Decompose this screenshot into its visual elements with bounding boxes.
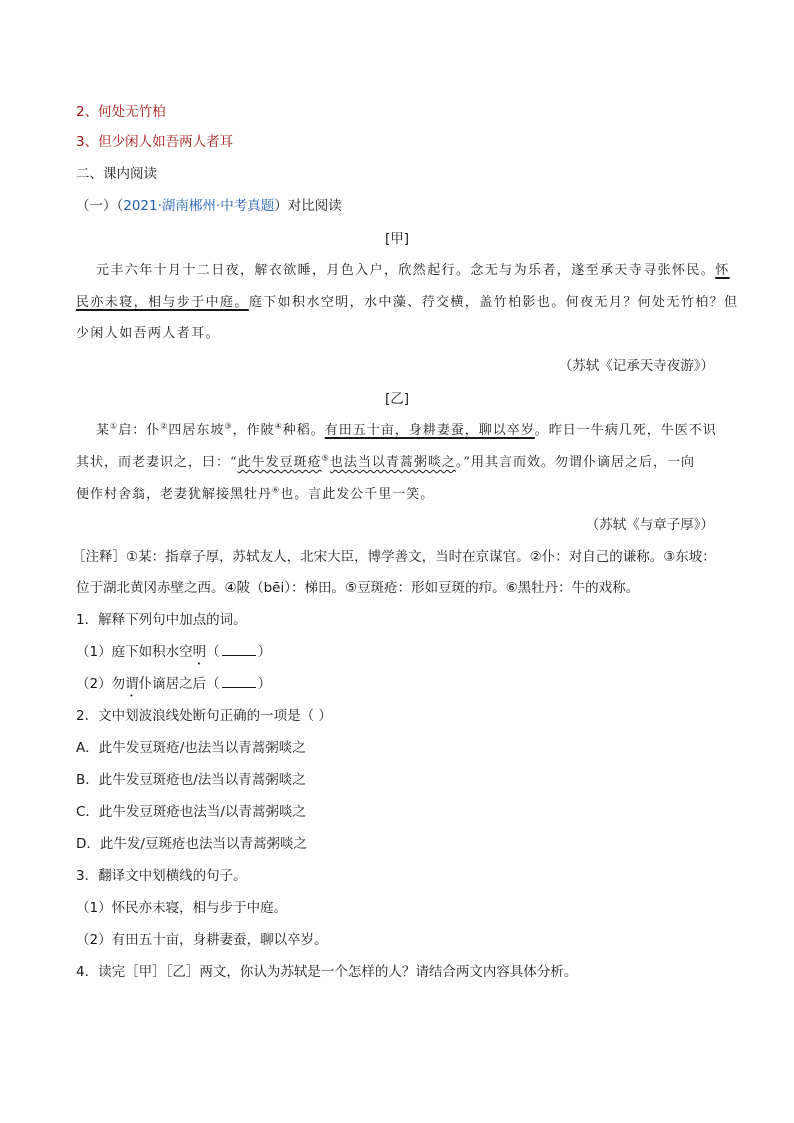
text-yi-segment: 四居东坡 xyxy=(168,423,225,438)
text-yi-segment: 。昨日一牛病几死，牛医不识 xyxy=(534,423,717,438)
answer-item-2: 2、何处无竹柏 xyxy=(76,104,166,120)
text-jia-line-1-plain: 元丰六年十月十二日夜，解衣欲睡，月色入户，欣然起行。念无与为乐者，遂至承天寺寻张怀民。 xyxy=(96,263,716,278)
text-yi-segment: ，作陂 xyxy=(232,423,275,438)
option-c[interactable]: C．此牛发豆斑疮也法当/以青蒿粥啖之 xyxy=(76,804,306,820)
underlined-sentence-jia-end: 民亦未寝，相与步于中庭。 xyxy=(76,295,249,310)
note-ref-1: ① xyxy=(110,421,119,431)
note-ref-5: ⑤ xyxy=(321,453,330,463)
text-jia-line-2-plain: 庭下如积水空明，水中藻、荇交横，盖竹柏影也。何夜无月？何处无竹柏？但 xyxy=(248,295,739,310)
question-3-part-2: （2）有田五十亩，身耕妻蚕，聊以卒岁。 xyxy=(76,932,328,948)
note-ref-2: ② xyxy=(160,421,169,431)
dotted-word: 明 xyxy=(192,644,207,660)
answer-item-3: 3、但少闲人如吾两人者耳 xyxy=(76,134,234,150)
bracket: （ xyxy=(206,644,220,660)
text-yi-label: [乙] xyxy=(384,391,410,407)
text-yi-line-2 xyxy=(76,453,695,473)
part-one-prefix: （一）（ xyxy=(76,198,124,214)
text-yi-segment: 便作村舍翁，老妻犹解接黑牡丹 xyxy=(76,487,273,502)
underlined-sentence-yi: 有田五十亩，身耕妻蚕，聊以卒岁 xyxy=(324,423,535,438)
answer-blank[interactable] xyxy=(222,642,256,656)
notes-line-1: ［注释］①某：指章子厚，苏轼友人，北宋大臣，博学善文，当时在京谋官。②仆：对自己的谦称。③东坡： xyxy=(72,549,716,565)
note-ref-3: ③ xyxy=(224,421,233,431)
question-1: 1．解释下列句中加点的词。 xyxy=(76,612,247,628)
question-4: 4．读完［甲］［乙］两文，你认为苏轼是一个怎样的人？请结合两文内容具体分析。 xyxy=(76,964,578,980)
option-a[interactable]: A．此牛发豆斑疮/也法当以青蒿粥啖之 xyxy=(76,740,306,756)
part-one-suffix: ）对比阅读 xyxy=(274,198,342,214)
source-link[interactable]: 2021·湖南郴州·中考真题 xyxy=(123,198,275,214)
text-jia-attribution: （苏轼《记承天寺夜游》） xyxy=(558,358,714,374)
question-text: （1）庭下如积水空 xyxy=(76,644,193,660)
text-jia-line-1 xyxy=(96,261,730,281)
option-d[interactable]: D．此牛发/豆斑疮也法当以青蒿粥啖之 xyxy=(76,836,307,852)
bracket: ） xyxy=(257,644,272,660)
text-yi-segment: 启：仆 xyxy=(118,423,161,438)
text-yi-segment: 。”用其言而效。勿谓仆谪居之后，一向 xyxy=(455,455,696,470)
question-1-part-1 xyxy=(76,642,271,668)
question-text: （2）勿 xyxy=(76,676,126,692)
text-yi-segment: 种稻。 xyxy=(282,423,325,438)
question-2: 2．文中划波浪线处断句正确的一项是（ ） xyxy=(76,708,332,724)
text-yi-line-1 xyxy=(96,421,717,441)
text-yi-line-3 xyxy=(76,485,434,505)
wavy-sentence-part-1: 此牛发豆斑疮 xyxy=(237,455,322,470)
text-yi-attribution: （苏轼《与章子厚》） xyxy=(585,517,714,533)
question-3: 3．翻译文中划横线的句子。 xyxy=(76,868,247,884)
bracket: ） xyxy=(257,676,272,692)
text-yi-segment: 也。言此发公千里一笑。 xyxy=(280,487,435,502)
part-one-heading xyxy=(76,196,342,216)
section-heading: 二、课内阅读 xyxy=(76,166,157,182)
wavy-sentence-part-2: 也法当以青蒿粥啖之 xyxy=(329,455,456,470)
underlined-sentence-jia-start: 怀 xyxy=(715,263,730,278)
text-jia-line-3: 少闲人如吾两人者耳。 xyxy=(76,326,221,341)
dotted-word: 谓 xyxy=(125,676,139,692)
note-ref-6: ⑥ xyxy=(272,485,281,495)
option-b[interactable]: B．此牛发豆斑疮也/法当以青蒿粥啖之 xyxy=(76,772,306,788)
text-yi-segment: 某 xyxy=(96,423,111,438)
text-yi-segment: 其状，而老妻识之，曰：“ xyxy=(76,455,238,470)
answer-blank[interactable] xyxy=(222,674,256,688)
question-text: 仆谪居之后 xyxy=(138,676,207,692)
notes-line-2: 位于湖北黄冈赤壁之西。④陂（bēi）：梯田。⑤豆斑疮：形如豆斑的疖。⑥黑牡丹：牛的戏称。 xyxy=(76,580,640,596)
note-ref-4: ④ xyxy=(274,421,283,431)
bracket: （ xyxy=(206,676,220,692)
question-1-part-2 xyxy=(76,674,271,700)
text-jia-line-2 xyxy=(76,293,738,313)
text-jia-label: [甲] xyxy=(384,231,410,247)
question-3-part-1: （1）怀民亦未寝，相与步于中庭。 xyxy=(76,900,288,916)
